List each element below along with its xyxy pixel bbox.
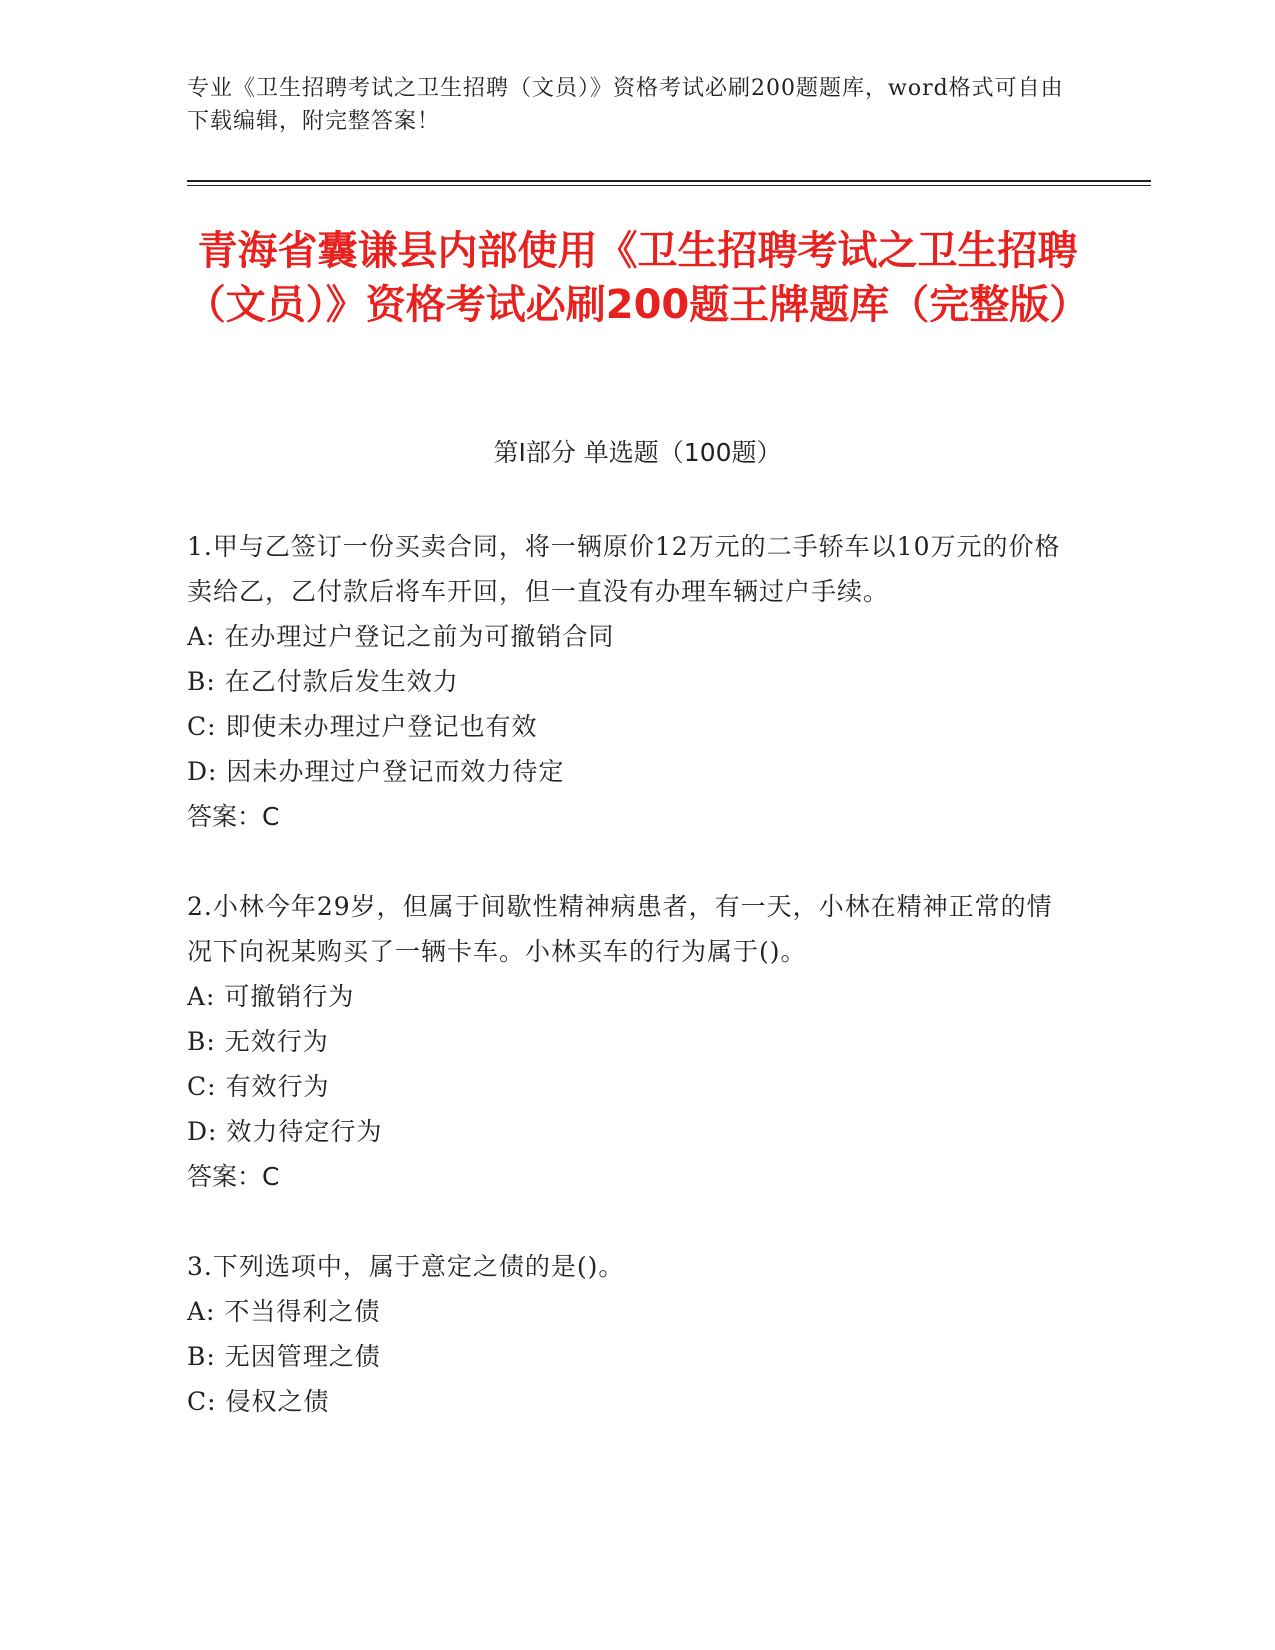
header-note: 专业《卫生招聘考试之卫生招聘（文员）》资格考试必刷200题题库，word格式可自由下载编辑，附完整答案！ (187, 76, 1064, 134)
answer: 答案：C (187, 802, 280, 831)
question-3 (187, 1244, 1067, 1424)
section-title: 第I部分 单选题（100题） (493, 438, 782, 467)
question-1 (187, 524, 1067, 839)
document-title: 青海省囊谦县内部使用《卫生招聘考试之卫生招聘（文员）》资格考试必刷200题王牌题库（完整版） (185, 228, 1090, 328)
option-d: D: 因未办理过户登记而效力待定 (187, 757, 565, 786)
header-divider-thin (187, 185, 1151, 186)
question-stem: 1.甲与乙签订一份买卖合同，将一辆原价12万元的二手轿车以10万元的价格卖给乙，乙付款后将车开回，但一直没有办理车辆过户手续。 (187, 532, 1061, 606)
option-a: A: 可撤销行为 (187, 982, 355, 1011)
question-stem: 3.下列选项中，属于意定之债的是()。 (187, 1252, 625, 1281)
option-c: C: 即使未办理过户登记也有效 (187, 712, 538, 741)
question-list (187, 524, 1067, 1469)
option-b: B: 在乙付款后发生效力 (187, 667, 459, 696)
option-d: D: 效力待定行为 (187, 1117, 383, 1146)
option-a: A: 在办理过户登记之前为可撤销合同 (187, 622, 615, 651)
option-a: A: 不当得利之债 (187, 1297, 381, 1326)
option-c: C: 侵权之债 (187, 1387, 330, 1416)
header-divider-thick (187, 180, 1151, 182)
option-b: B: 无效行为 (187, 1027, 329, 1056)
question-stem: 2.小林今年29岁，但属于间歇性精神病患者，有一天，小林在精神正常的情况下向祝某购买了一辆卡车。小林买车的行为属于()。 (187, 892, 1053, 966)
option-b: B: 无因管理之债 (187, 1342, 381, 1371)
answer: 答案：C (187, 1162, 280, 1191)
question-2 (187, 884, 1067, 1199)
option-c: C: 有效行为 (187, 1072, 330, 1101)
